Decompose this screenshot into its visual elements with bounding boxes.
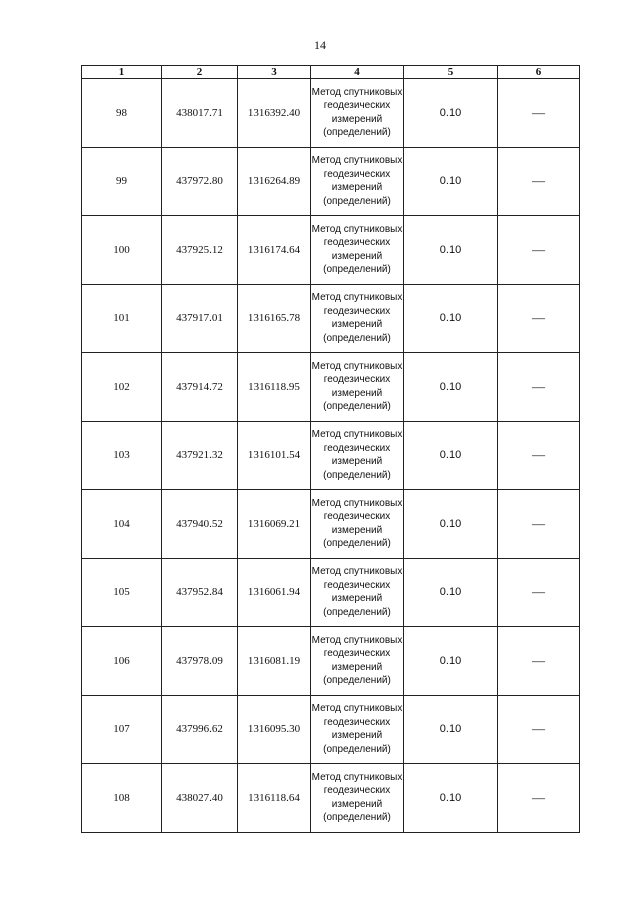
note-cell: — — [498, 490, 580, 559]
note-cell: — — [498, 284, 580, 353]
point-number-cell: 102 — [82, 353, 162, 422]
table-row — [82, 627, 580, 696]
table-header-row — [82, 66, 580, 79]
table-row — [82, 147, 580, 216]
accuracy-cell: 0.10 — [404, 627, 498, 696]
y-coordinate-cell: 1316118.95 — [238, 353, 311, 422]
table-body — [82, 79, 580, 833]
method-cell: Метод спутниковых геодезических измерений (определений) — [311, 764, 404, 833]
table-row — [82, 695, 580, 764]
accuracy-cell: 0.10 — [404, 764, 498, 833]
note-cell: — — [498, 764, 580, 833]
accuracy-cell: 0.10 — [404, 216, 498, 285]
column-header-3: 3 — [238, 66, 311, 79]
table-row — [82, 764, 580, 833]
y-coordinate-cell: 1316061.94 — [238, 558, 311, 627]
table-row — [82, 558, 580, 627]
x-coordinate-cell: 437914.72 — [162, 353, 238, 422]
table-row — [82, 353, 580, 422]
accuracy-cell: 0.10 — [404, 147, 498, 216]
method-cell: Метод спутниковых геодезических измерений (определений) — [311, 695, 404, 764]
method-cell: Метод спутниковых геодезических измерений (определений) — [311, 284, 404, 353]
y-coordinate-cell: 1316264.89 — [238, 147, 311, 216]
note-cell: — — [498, 353, 580, 422]
note-cell: — — [498, 695, 580, 764]
note-cell: — — [498, 627, 580, 696]
method-cell: Метод спутниковых геодезических измерений (определений) — [311, 490, 404, 559]
method-cell: Метод спутниковых геодезических измерений (определений) — [311, 147, 404, 216]
point-number-cell: 100 — [82, 216, 162, 285]
method-cell: Метод спутниковых геодезических измерений (определений) — [311, 627, 404, 696]
x-coordinate-cell: 437921.32 — [162, 421, 238, 490]
y-coordinate-cell: 1316165.78 — [238, 284, 311, 353]
point-number-cell: 103 — [82, 421, 162, 490]
y-coordinate-cell: 1316095.30 — [238, 695, 311, 764]
table-row — [82, 79, 580, 148]
coordinates-table — [81, 65, 580, 833]
accuracy-cell: 0.10 — [404, 284, 498, 353]
table-row — [82, 490, 580, 559]
point-number-cell: 98 — [82, 79, 162, 148]
x-coordinate-cell: 437917.01 — [162, 284, 238, 353]
y-coordinate-cell: 1316081.19 — [238, 627, 311, 696]
accuracy-cell: 0.10 — [404, 695, 498, 764]
page-number: 14 — [314, 38, 326, 52]
point-number-cell: 99 — [82, 147, 162, 216]
accuracy-cell: 0.10 — [404, 421, 498, 490]
x-coordinate-cell: 437952.84 — [162, 558, 238, 627]
x-coordinate-cell: 437978.09 — [162, 627, 238, 696]
x-coordinate-cell: 438027.40 — [162, 764, 238, 833]
method-cell: Метод спутниковых геодезических измерений (определений) — [311, 353, 404, 422]
x-coordinate-cell: 437925.12 — [162, 216, 238, 285]
note-cell: — — [498, 216, 580, 285]
note-cell: — — [498, 79, 580, 148]
point-number-cell: 106 — [82, 627, 162, 696]
note-cell: — — [498, 147, 580, 216]
method-cell: Метод спутниковых геодезических измерений (определений) — [311, 79, 404, 148]
y-coordinate-cell: 1316069.21 — [238, 490, 311, 559]
y-coordinate-cell: 1316174.64 — [238, 216, 311, 285]
note-cell: — — [498, 558, 580, 627]
point-number-cell: 105 — [82, 558, 162, 627]
point-number-cell: 104 — [82, 490, 162, 559]
point-number-cell: 108 — [82, 764, 162, 833]
table-row — [82, 284, 580, 353]
point-number-cell: 107 — [82, 695, 162, 764]
method-cell: Метод спутниковых геодезических измерений (определений) — [311, 421, 404, 490]
method-cell: Метод спутниковых геодезических измерений (определений) — [311, 216, 404, 285]
y-coordinate-cell: 1316101.54 — [238, 421, 311, 490]
accuracy-cell: 0.10 — [404, 490, 498, 559]
method-cell: Метод спутниковых геодезических измерений (определений) — [311, 558, 404, 627]
accuracy-cell: 0.10 — [404, 558, 498, 627]
table-row — [82, 421, 580, 490]
accuracy-cell: 0.10 — [404, 353, 498, 422]
column-header-1: 1 — [82, 66, 162, 79]
y-coordinate-cell: 1316118.64 — [238, 764, 311, 833]
x-coordinate-cell: 437940.52 — [162, 490, 238, 559]
column-header-5: 5 — [404, 66, 498, 79]
column-header-4: 4 — [311, 66, 404, 79]
note-cell: — — [498, 421, 580, 490]
point-number-cell: 101 — [82, 284, 162, 353]
column-header-2: 2 — [162, 66, 238, 79]
accuracy-cell: 0.10 — [404, 79, 498, 148]
x-coordinate-cell: 437972.80 — [162, 147, 238, 216]
y-coordinate-cell: 1316392.40 — [238, 79, 311, 148]
x-coordinate-cell: 438017.71 — [162, 79, 238, 148]
column-header-6: 6 — [498, 66, 580, 79]
table-row — [82, 216, 580, 285]
x-coordinate-cell: 437996.62 — [162, 695, 238, 764]
